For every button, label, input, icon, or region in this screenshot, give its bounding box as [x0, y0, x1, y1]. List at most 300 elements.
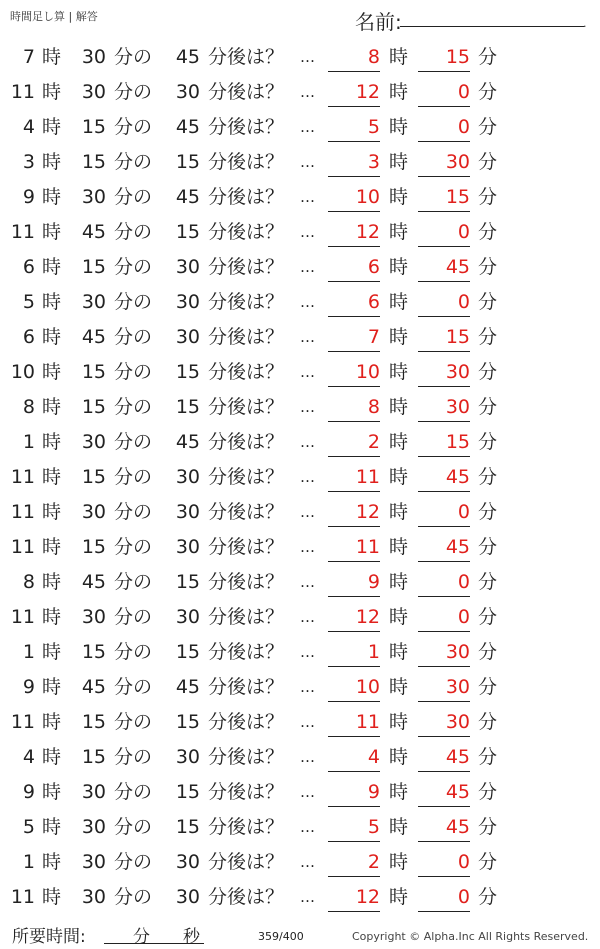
hour-unit: 時	[42, 886, 62, 908]
minutes-after-unit: 分後は？	[208, 81, 285, 103]
hour-unit: 時	[42, 676, 62, 698]
minutes-after-unit: 分後は？	[208, 151, 285, 173]
answer-minute-unit: 分	[478, 781, 498, 803]
ellipsis: …	[300, 608, 315, 626]
answer-hour-unit: 時	[389, 746, 409, 768]
answer-hour-unit: 時	[389, 711, 409, 733]
answer-hour-unit: 時	[389, 151, 409, 173]
minutes-after-unit: 分後は？	[208, 536, 285, 558]
ellipsis: …	[300, 118, 315, 136]
answer-hour[interactable]: 2	[328, 425, 380, 457]
minute-of-unit: 分の	[114, 116, 153, 138]
hour-unit: 時	[42, 81, 62, 103]
answer-hour[interactable]: 11	[328, 530, 380, 562]
answer-hour-unit: 時	[389, 536, 409, 558]
start-minute: 30	[81, 816, 106, 838]
minutes-after-unit: 分後は？	[208, 361, 285, 383]
seconds-label: 秒	[183, 927, 200, 947]
problem-row	[0, 670, 600, 705]
hour-unit: 時	[42, 711, 62, 733]
minute-of-unit: 分の	[114, 291, 153, 313]
start-hour: 8	[22, 396, 35, 418]
start-hour: 1	[22, 641, 35, 663]
answer-minute[interactable]: 45	[418, 460, 470, 492]
problem-row	[0, 390, 600, 425]
answer-hour-unit: 時	[389, 326, 409, 348]
problem-row	[0, 425, 600, 460]
answer-hour-unit: 時	[389, 361, 409, 383]
answer-hour[interactable]: 6	[328, 250, 380, 282]
ellipsis: …	[300, 538, 315, 556]
minutes-after-unit: 分後は？	[208, 606, 285, 628]
answer-hour-unit: 時	[389, 571, 409, 593]
added-minutes: 15	[175, 781, 200, 803]
answer-minute-unit: 分	[478, 361, 498, 383]
minute-of-unit: 分の	[114, 851, 153, 873]
answer-hour-unit: 時	[389, 116, 409, 138]
minutes-after-unit: 分後は？	[208, 641, 285, 663]
time-required-label: 所要時間:	[12, 927, 86, 947]
start-minute: 15	[81, 641, 106, 663]
ellipsis: …	[300, 293, 315, 311]
minutes-after-unit: 分後は？	[208, 781, 285, 803]
copyright: Copyright © Alpha.Inc All Rights Reserved.	[352, 930, 589, 943]
hour-unit: 時	[42, 501, 62, 523]
start-minute: 30	[81, 81, 106, 103]
answer-minute[interactable]: 0	[418, 845, 470, 877]
hour-unit: 時	[42, 361, 62, 383]
answer-minute[interactable]: 15	[418, 320, 470, 352]
problem-row	[0, 145, 600, 180]
hour-unit: 時	[42, 606, 62, 628]
hour-unit: 時	[42, 291, 62, 313]
hour-unit: 時	[42, 571, 62, 593]
answer-hour-unit: 時	[389, 431, 409, 453]
minute-of-unit: 分の	[114, 711, 153, 733]
start-minute: 45	[81, 326, 106, 348]
answer-hour[interactable]: 10	[328, 355, 380, 387]
minute-of-unit: 分の	[114, 536, 153, 558]
problem-row	[0, 460, 600, 495]
hour-unit: 時	[42, 641, 62, 663]
answer-hour-unit: 時	[389, 851, 409, 873]
added-minutes: 30	[175, 501, 200, 523]
answer-minute[interactable]: 0	[418, 880, 470, 912]
start-minute: 15	[81, 746, 106, 768]
ellipsis: …	[300, 363, 315, 381]
start-minute: 15	[81, 256, 106, 278]
hour-unit: 時	[42, 781, 62, 803]
start-minute: 45	[81, 571, 106, 593]
answer-minute[interactable]: 45	[418, 775, 470, 807]
start-hour: 4	[22, 746, 35, 768]
answer-minute[interactable]: 0	[418, 215, 470, 247]
answer-hour-unit: 時	[389, 396, 409, 418]
problem-row	[0, 635, 600, 670]
start-hour: 10	[10, 361, 35, 383]
start-hour: 4	[22, 116, 35, 138]
ellipsis: …	[300, 678, 315, 696]
problem-row	[0, 180, 600, 215]
added-minutes: 15	[175, 641, 200, 663]
answer-minute-unit: 分	[478, 81, 498, 103]
added-minutes: 30	[175, 606, 200, 628]
answer-minute-unit: 分	[478, 326, 498, 348]
answer-hour-unit: 時	[389, 466, 409, 488]
minutes-after-unit: 分後は？	[208, 291, 285, 313]
minutes-after-unit: 分後は？	[208, 501, 285, 523]
start-hour: 3	[22, 151, 35, 173]
answer-hour[interactable]: 11	[328, 460, 380, 492]
ellipsis: …	[300, 573, 315, 591]
problem-row	[0, 285, 600, 320]
hour-unit: 時	[42, 326, 62, 348]
problem-row	[0, 530, 600, 565]
answer-hour[interactable]: 4	[328, 740, 380, 772]
answer-minute-unit: 分	[478, 256, 498, 278]
answer-hour-unit: 時	[389, 606, 409, 628]
added-minutes: 15	[175, 396, 200, 418]
minutes-after-unit: 分後は？	[208, 46, 285, 68]
answer-hour-unit: 時	[389, 46, 409, 68]
hour-unit: 時	[42, 396, 62, 418]
ellipsis: …	[300, 853, 315, 871]
answer-minute[interactable]: 15	[418, 40, 470, 72]
ellipsis: …	[300, 223, 315, 241]
ellipsis: …	[300, 328, 315, 346]
problem-row	[0, 250, 600, 285]
answer-minute-unit: 分	[478, 606, 498, 628]
hour-unit: 時	[42, 116, 62, 138]
name-dot: .	[583, 17, 587, 30]
answer-hour[interactable]: 2	[328, 845, 380, 877]
added-minutes: 30	[175, 466, 200, 488]
start-hour: 1	[22, 431, 35, 453]
answer-minute[interactable]: 30	[418, 390, 470, 422]
problem-row	[0, 775, 600, 810]
added-minutes: 45	[175, 186, 200, 208]
problem-row	[0, 215, 600, 250]
answer-minute-unit: 分	[478, 186, 498, 208]
added-minutes: 30	[175, 746, 200, 768]
footer	[0, 920, 600, 949]
start-minute: 30	[81, 886, 106, 908]
start-hour: 1	[22, 851, 35, 873]
problem-row	[0, 705, 600, 740]
added-minutes: 30	[175, 81, 200, 103]
start-minute: 30	[81, 781, 106, 803]
answer-minute[interactable]: 30	[418, 670, 470, 702]
ellipsis: …	[300, 398, 315, 416]
added-minutes: 15	[175, 361, 200, 383]
added-minutes: 45	[175, 676, 200, 698]
answer-hour[interactable]: 11	[328, 705, 380, 737]
minutes-after-unit: 分後は？	[208, 711, 285, 733]
answer-minute-unit: 分	[478, 396, 498, 418]
answer-minute[interactable]: 0	[418, 285, 470, 317]
ellipsis: …	[300, 83, 315, 101]
hour-unit: 時	[42, 186, 62, 208]
answer-minute-unit: 分	[478, 46, 498, 68]
hour-unit: 時	[42, 46, 62, 68]
ellipsis: …	[300, 713, 315, 731]
added-minutes: 30	[175, 536, 200, 558]
start-hour: 11	[10, 501, 35, 523]
minutes-after-unit: 分後は？	[208, 886, 285, 908]
minute-of-unit: 分の	[114, 326, 153, 348]
answer-minute[interactable]: 0	[418, 75, 470, 107]
start-minute: 15	[81, 151, 106, 173]
answer-hour[interactable]: 8	[328, 40, 380, 72]
answer-minute[interactable]: 0	[418, 600, 470, 632]
minutes-after-unit: 分後は？	[208, 676, 285, 698]
start-hour: 8	[22, 571, 35, 593]
hour-unit: 時	[42, 816, 62, 838]
minute-of-unit: 分の	[114, 361, 153, 383]
problem-row	[0, 40, 600, 75]
minutes-after-unit: 分後は？	[208, 431, 285, 453]
problem-row	[0, 355, 600, 390]
answer-hour[interactable]: 8	[328, 390, 380, 422]
start-hour: 11	[10, 81, 35, 103]
start-minute: 15	[81, 116, 106, 138]
problem-row	[0, 565, 600, 600]
minute-of-unit: 分の	[114, 396, 153, 418]
ellipsis: …	[300, 888, 315, 906]
answer-minute-unit: 分	[478, 816, 498, 838]
start-minute: 45	[81, 676, 106, 698]
name-field-line[interactable]	[400, 26, 584, 27]
answer-minute[interactable]: 45	[418, 810, 470, 842]
answer-hour[interactable]: 5	[328, 810, 380, 842]
start-minute: 15	[81, 361, 106, 383]
answer-minute[interactable]: 30	[418, 705, 470, 737]
problem-row	[0, 810, 600, 845]
problem-row	[0, 320, 600, 355]
answer-hour[interactable]: 5	[328, 110, 380, 142]
start-minute: 15	[81, 396, 106, 418]
worksheet-title: 時間足し算 | 解答	[10, 10, 98, 23]
minutes-after-unit: 分後は？	[208, 256, 285, 278]
start-minute: 45	[81, 221, 106, 243]
answer-minute-unit: 分	[478, 571, 498, 593]
ellipsis: …	[300, 783, 315, 801]
problem-row	[0, 740, 600, 775]
added-minutes: 45	[175, 46, 200, 68]
minutes-after-unit: 分後は？	[208, 466, 285, 488]
answer-hour[interactable]: 12	[328, 880, 380, 912]
problem-row	[0, 75, 600, 110]
answer-minute-unit: 分	[478, 466, 498, 488]
answer-minute[interactable]: 45	[418, 740, 470, 772]
minute-of-unit: 分の	[114, 186, 153, 208]
answer-hour-unit: 時	[389, 816, 409, 838]
start-hour: 11	[10, 886, 35, 908]
minutes-after-unit: 分後は？	[208, 186, 285, 208]
minute-of-unit: 分の	[114, 676, 153, 698]
answer-hour-unit: 時	[389, 291, 409, 313]
answer-minute-unit: 分	[478, 151, 498, 173]
hour-unit: 時	[42, 256, 62, 278]
start-hour: 11	[10, 466, 35, 488]
page-number: 359/400	[258, 930, 304, 943]
start-hour: 11	[10, 536, 35, 558]
hour-unit: 時	[42, 851, 62, 873]
name-label: 名前:	[355, 10, 402, 34]
problem-row	[0, 880, 600, 915]
answer-hour-unit: 時	[389, 81, 409, 103]
minute-of-unit: 分の	[114, 641, 153, 663]
added-minutes: 15	[175, 221, 200, 243]
added-minutes: 30	[175, 886, 200, 908]
minutes-after-unit: 分後は？	[208, 326, 285, 348]
ellipsis: …	[300, 153, 315, 171]
answer-hour-unit: 時	[389, 781, 409, 803]
problem-list	[0, 40, 600, 915]
ellipsis: …	[300, 748, 315, 766]
answer-minute[interactable]: 30	[418, 145, 470, 177]
minute-of-unit: 分の	[114, 501, 153, 523]
answer-minute-unit: 分	[478, 431, 498, 453]
minutes-after-unit: 分後は？	[208, 816, 285, 838]
start-minute: 30	[81, 606, 106, 628]
added-minutes: 15	[175, 816, 200, 838]
start-minute: 15	[81, 711, 106, 733]
added-minutes: 15	[175, 711, 200, 733]
minute-of-unit: 分の	[114, 256, 153, 278]
minute-of-unit: 分の	[114, 466, 153, 488]
minute-of-unit: 分の	[114, 886, 153, 908]
added-minutes: 30	[175, 291, 200, 313]
start-minute: 30	[81, 431, 106, 453]
answer-minute-unit: 分	[478, 116, 498, 138]
ellipsis: …	[300, 48, 315, 66]
answer-hour[interactable]: 9	[328, 775, 380, 807]
ellipsis: …	[300, 818, 315, 836]
minutes-after-unit: 分後は？	[208, 116, 285, 138]
answer-minute-unit: 分	[478, 851, 498, 873]
answer-hour-unit: 時	[389, 221, 409, 243]
minute-of-unit: 分の	[114, 746, 153, 768]
start-minute: 30	[81, 186, 106, 208]
minute-of-unit: 分の	[114, 46, 153, 68]
answer-hour[interactable]: 10	[328, 180, 380, 212]
answer-hour-unit: 時	[389, 641, 409, 663]
minute-of-unit: 分の	[114, 606, 153, 628]
answer-hour[interactable]: 7	[328, 320, 380, 352]
start-hour: 11	[10, 606, 35, 628]
minutes-label: 分	[133, 927, 150, 947]
minutes-after-unit: 分後は？	[208, 746, 285, 768]
ellipsis: …	[300, 258, 315, 276]
answer-hour[interactable]: 10	[328, 670, 380, 702]
answer-minute-unit: 分	[478, 711, 498, 733]
start-hour: 9	[22, 676, 35, 698]
answer-minute[interactable]: 15	[418, 180, 470, 212]
added-minutes: 15	[175, 151, 200, 173]
answer-hour[interactable]: 12	[328, 75, 380, 107]
ellipsis: …	[300, 468, 315, 486]
answer-minute[interactable]: 30	[418, 635, 470, 667]
added-minutes: 30	[175, 256, 200, 278]
problem-row	[0, 495, 600, 530]
minute-of-unit: 分の	[114, 431, 153, 453]
ellipsis: …	[300, 503, 315, 521]
answer-hour[interactable]: 12	[328, 495, 380, 527]
added-minutes: 30	[175, 326, 200, 348]
minute-of-unit: 分の	[114, 151, 153, 173]
minute-of-unit: 分の	[114, 571, 153, 593]
hour-unit: 時	[42, 221, 62, 243]
minute-of-unit: 分の	[114, 221, 153, 243]
problem-row	[0, 110, 600, 145]
start-minute: 30	[81, 46, 106, 68]
answer-minute[interactable]: 45	[418, 250, 470, 282]
start-hour: 9	[22, 186, 35, 208]
problem-row	[0, 845, 600, 880]
answer-minute[interactable]: 15	[418, 425, 470, 457]
answer-minute[interactable]: 0	[418, 495, 470, 527]
minute-of-unit: 分の	[114, 81, 153, 103]
answer-minute-unit: 分	[478, 536, 498, 558]
start-hour: 9	[22, 781, 35, 803]
start-minute: 30	[81, 501, 106, 523]
header	[0, 0, 600, 40]
minutes-after-unit: 分後は？	[208, 571, 285, 593]
answer-minute[interactable]: 0	[418, 110, 470, 142]
answer-hour[interactable]: 12	[328, 600, 380, 632]
start-hour: 7	[22, 46, 35, 68]
start-hour: 11	[10, 221, 35, 243]
hour-unit: 時	[42, 466, 62, 488]
added-minutes: 45	[175, 116, 200, 138]
answer-hour-unit: 時	[389, 501, 409, 523]
answer-minute[interactable]: 0	[418, 565, 470, 597]
minute-of-unit: 分の	[114, 816, 153, 838]
start-hour: 6	[22, 326, 35, 348]
start-minute: 15	[81, 536, 106, 558]
minutes-after-unit: 分後は？	[208, 221, 285, 243]
answer-minute-unit: 分	[478, 291, 498, 313]
minutes-after-unit: 分後は？	[208, 396, 285, 418]
problem-row	[0, 600, 600, 635]
answer-hour[interactable]: 3	[328, 145, 380, 177]
hour-unit: 時	[42, 746, 62, 768]
answer-hour[interactable]: 12	[328, 215, 380, 247]
answer-hour-unit: 時	[389, 886, 409, 908]
answer-hour-unit: 時	[389, 186, 409, 208]
added-minutes: 30	[175, 851, 200, 873]
answer-minute-unit: 分	[478, 221, 498, 243]
hour-unit: 時	[42, 536, 62, 558]
answer-minute-unit: 分	[478, 501, 498, 523]
added-minutes: 15	[175, 571, 200, 593]
answer-hour[interactable]: 1	[328, 635, 380, 667]
answer-hour[interactable]: 6	[328, 285, 380, 317]
ellipsis: …	[300, 643, 315, 661]
start-hour: 5	[22, 291, 35, 313]
answer-minute-unit: 分	[478, 886, 498, 908]
answer-hour[interactable]: 9	[328, 565, 380, 597]
minute-of-unit: 分の	[114, 781, 153, 803]
start-hour: 11	[10, 711, 35, 733]
answer-minute[interactable]: 45	[418, 530, 470, 562]
answer-hour-unit: 時	[389, 676, 409, 698]
hour-unit: 時	[42, 151, 62, 173]
start-minute: 15	[81, 466, 106, 488]
answer-minute[interactable]: 30	[418, 355, 470, 387]
answer-minute-unit: 分	[478, 676, 498, 698]
